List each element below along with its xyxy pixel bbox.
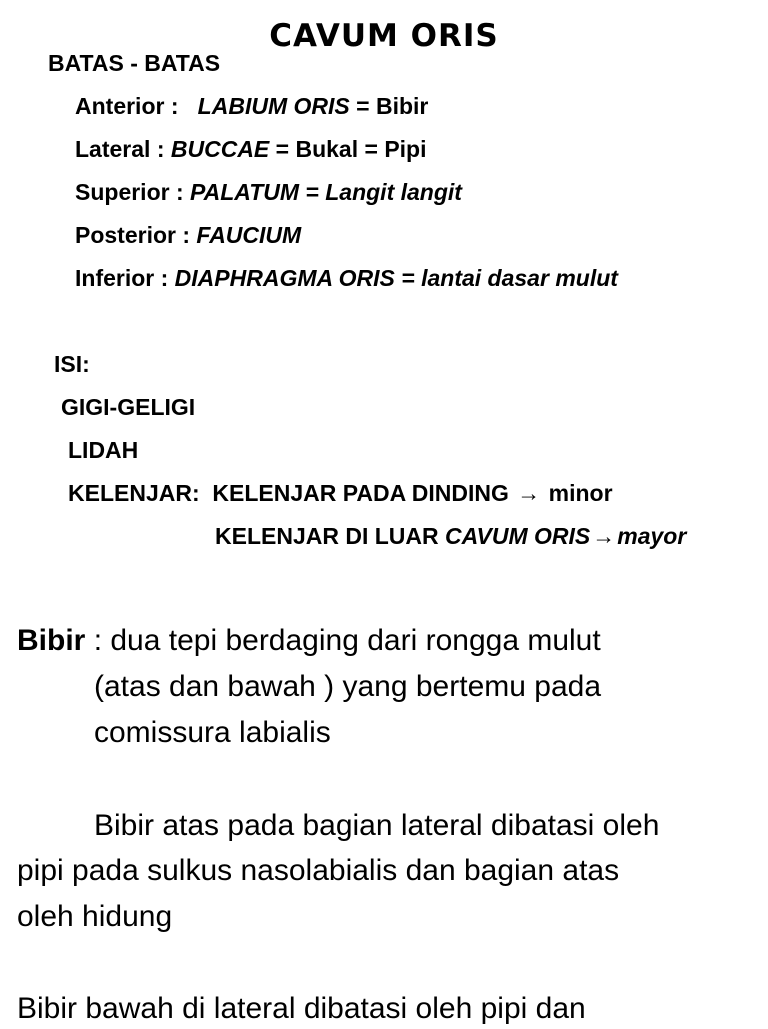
page-title: CAVUM ORIS: [269, 18, 499, 54]
kelenjar-row2-text: KELENJAR DI LUAR: [215, 523, 439, 549]
posterior-term: FAUCIUM: [196, 222, 302, 248]
kelenjar-row1-text: KELENJAR PADA DINDING: [212, 480, 509, 506]
kelenjar-label: KELENJAR:: [68, 480, 200, 506]
batas-inferior: [75, 264, 618, 292]
isi-item-lidah: LIDAH: [68, 437, 139, 463]
arrow-right-icon: →: [517, 480, 541, 506]
bibir-def-line1: : dua tepi berdaging dari rongga mulut: [93, 624, 601, 657]
batas-superior: [75, 178, 462, 206]
batas-lateral: [75, 135, 427, 163]
arrow-right-icon: →: [592, 523, 616, 549]
lateral-label: Lateral :: [75, 136, 165, 162]
inferior-term: DIAPHRAGMA ORIS = lantai dasar mulut: [174, 265, 618, 291]
lateral-rest: = Bukal = Pipi: [275, 136, 427, 162]
bibir-definition-line3: comissura labialis: [94, 716, 331, 749]
inferior-label: Inferior :: [75, 265, 169, 291]
batas-posterior: [75, 221, 301, 249]
bibir-atas-line1: Bibir atas pada bagian lateral dibatasi oleh: [94, 809, 660, 842]
batas-heading: BATAS - BATAS: [48, 50, 221, 76]
posterior-label: Posterior :: [75, 222, 191, 248]
isi-kelenjar-row1: [68, 479, 613, 507]
superior-term: PALATUM = Langit langit: [190, 179, 462, 205]
isi-item-gigi: GIGI-GELIGI: [61, 394, 196, 420]
kelenjar-row1-result: minor: [548, 480, 613, 506]
kelenjar-row2-result: mayor: [617, 523, 687, 549]
isi-heading: ISI:: [54, 351, 90, 377]
bibir-atas-line2: pipi pada sulkus nasolabialis dan bagian atas: [17, 854, 620, 887]
superior-label: Superior :: [75, 179, 184, 205]
batas-anterior: [75, 92, 428, 120]
bibir-definition-line1: [17, 621, 601, 661]
bibir-bawah-line1: Bibir bawah di lateral dibatasi oleh pipi dan: [17, 992, 586, 1025]
bibir-term: Bibir: [17, 624, 86, 657]
isi-kelenjar-row2: [215, 522, 686, 550]
anterior-meaning: Bibir: [375, 93, 429, 119]
lateral-term: BUCCAE: [170, 136, 270, 162]
anterior-eq: =: [356, 93, 370, 119]
bibir-definition-line2: (atas dan bawah ) yang bertemu pada: [94, 670, 601, 703]
kelenjar-row2-term: CAVUM ORIS: [445, 523, 591, 549]
bibir-atas-line3: oleh hidung: [17, 900, 173, 933]
anterior-term: LABIUM ORIS: [197, 93, 350, 119]
anterior-label: Anterior :: [75, 93, 179, 119]
